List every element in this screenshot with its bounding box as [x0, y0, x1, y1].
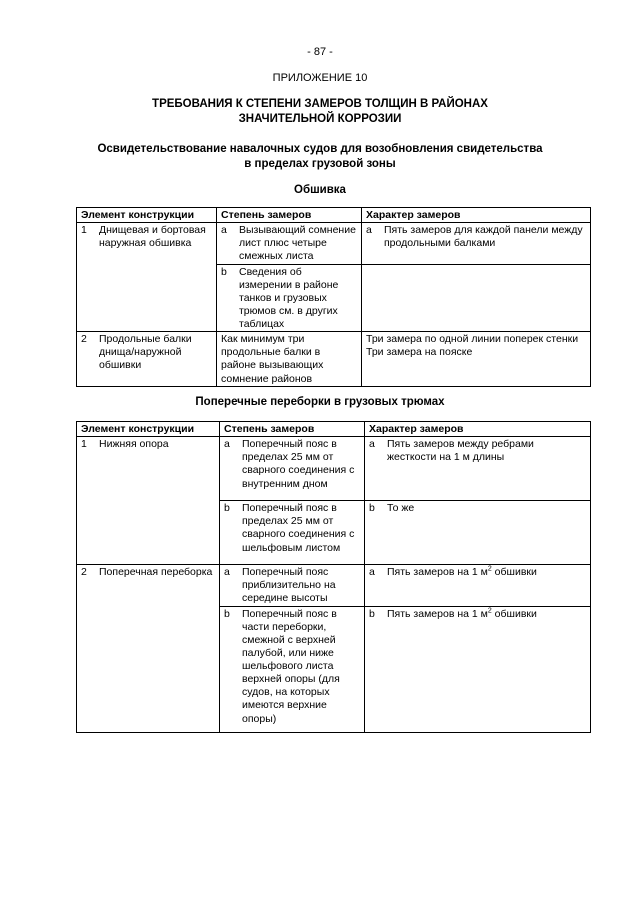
- section-heading-plating: Обшивка: [294, 184, 346, 196]
- element-name: Продольные балки днища/наружной обшивки: [99, 333, 192, 372]
- superscript: 2: [487, 565, 492, 573]
- title-line-2: ЗНАЧИТЕЛЬНОЙ КОРРОЗИИ: [238, 112, 402, 125]
- table-row: [77, 223, 591, 264]
- item-label: b: [224, 502, 230, 515]
- header-degree: Степень замеров: [217, 208, 362, 223]
- item-label: b: [224, 607, 230, 620]
- table-header-row: [77, 422, 591, 437]
- degree-text: Поперечный пояс в пределах 25 мм от сварного соединения с внутренним дном: [242, 438, 355, 490]
- character-cell: [362, 332, 591, 387]
- header-element: Элемент конструкции: [77, 422, 220, 437]
- table-header-row: [77, 208, 591, 223]
- element-cell: [77, 332, 217, 387]
- character-text-suffix: обшивки: [491, 607, 537, 620]
- element-name: Днищевая и бортовая наружная обшивка: [99, 224, 206, 250]
- degree-cell: [217, 264, 362, 332]
- row-number: 2: [81, 333, 87, 346]
- header-element: Элемент конструкции: [77, 208, 217, 223]
- degree-cell: [220, 437, 365, 501]
- degree-text: Поперечный пояс приблизительно на середине высоты: [242, 566, 336, 605]
- character-text: [387, 566, 586, 579]
- row-number: 1: [81, 438, 87, 451]
- item-label: a: [369, 438, 375, 451]
- document-subtitle: [0, 142, 640, 172]
- degree-text: Поперечный пояс в пределах 25 мм от сварного соединения с шельфовым листом: [242, 502, 355, 554]
- subtitle-line-1: Освидетельствование навалочных судов для возобновления свидетельства: [97, 143, 543, 155]
- item-label: a: [224, 566, 230, 579]
- item-label: a: [366, 224, 372, 237]
- table-row: [77, 437, 591, 501]
- character-text: Пять замеров для каждой панели между продольными балками: [384, 224, 583, 250]
- table-row: [77, 565, 591, 606]
- bulkheads-table: [76, 421, 591, 733]
- degree-text: Вызывающий сомнение лист плюс четыре смежных листа: [239, 224, 356, 263]
- item-label: a: [369, 566, 375, 579]
- subtitle-line-2: в пределах грузовой зоны: [244, 157, 396, 170]
- degree-cell: [220, 501, 365, 565]
- character-cell: [365, 606, 591, 732]
- section-heading-bulkheads: Поперечные переборки в грузовых трюмах: [195, 396, 445, 408]
- element-name: Поперечная переборка: [99, 566, 213, 579]
- character-cell-empty: [362, 264, 591, 332]
- page-number: - 87 -: [307, 46, 333, 58]
- item-label: b: [369, 502, 375, 515]
- character-text-main: Пять замеров на 1 м: [387, 566, 488, 579]
- character-text: То же: [387, 502, 415, 515]
- character-cell: [365, 501, 591, 565]
- plating-table: [76, 207, 591, 387]
- element-cell: [77, 565, 220, 732]
- item-label: a: [224, 438, 230, 451]
- row-number: 2: [81, 566, 87, 579]
- header-degree: Степень замеров: [220, 422, 365, 437]
- degree-text: Сведения об измерении в районе танков и грузовых трюмов см. в других таблицах: [239, 265, 339, 330]
- degree-cell: [217, 223, 362, 264]
- item-label: b: [369, 607, 375, 620]
- header-character: Характер замеров: [365, 422, 591, 437]
- table-row: [77, 332, 591, 387]
- degree-cell: [217, 332, 362, 387]
- header-character: Характер замеров: [362, 208, 591, 223]
- character-text: Пять замеров между ребрами жесткости на 1 м длины: [387, 438, 534, 464]
- superscript: 2: [487, 607, 492, 614]
- item-label: a: [221, 224, 227, 237]
- degree-text: Поперечный пояс в части переборки, смежной с верхней палубой, или ниже шельфового листа верхней опоры (для судов, на которых имеются верхние опоры): [242, 607, 340, 725]
- row-number: 1: [81, 224, 87, 237]
- degree-cell: [220, 606, 365, 732]
- item-label: b: [221, 265, 227, 278]
- character-text: Три замера на пояске: [366, 346, 473, 359]
- character-cell: [365, 437, 591, 501]
- character-text: Три замера по одной линии поперек стенки: [366, 333, 579, 346]
- element-name: Нижняя опора: [99, 438, 169, 451]
- document-title: [0, 97, 640, 127]
- character-text-main: Пять замеров на 1 м: [387, 607, 488, 620]
- degree-cell: [220, 565, 365, 606]
- element-cell: [77, 223, 217, 332]
- character-text-suffix: обшивки: [491, 566, 537, 579]
- character-text: [387, 608, 586, 621]
- character-cell: [365, 565, 591, 606]
- element-cell: [77, 437, 220, 565]
- character-cell: [362, 223, 591, 264]
- appendix-label: ПРИЛОЖЕНИЕ 10: [272, 72, 368, 84]
- title-line-1: ТРЕБОВАНИЯ К СТЕПЕНИ ЗАМЕРОВ ТОЛЩИН В РАЙОНАХ: [152, 98, 488, 110]
- degree-text: Как минимум три продольные балки в районе вызывающих сомнение районов: [221, 333, 324, 385]
